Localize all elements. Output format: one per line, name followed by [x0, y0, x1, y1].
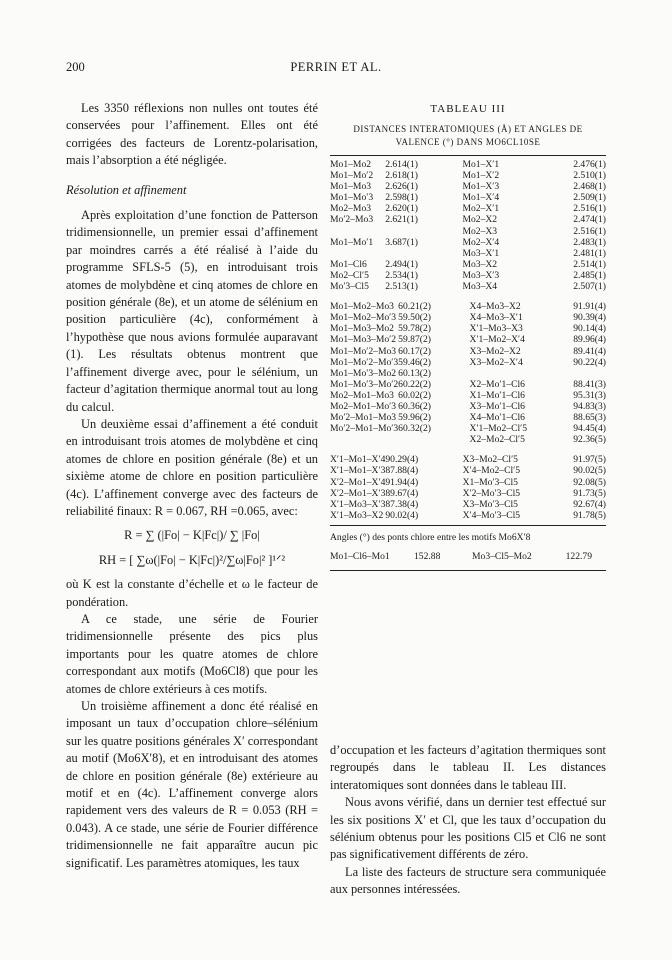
page-number: 200: [66, 60, 85, 74]
table-cell: 60.17(2): [398, 345, 431, 357]
table-row: [330, 423, 606, 434]
table-cell: X′4–Mo′3–Cl5: [462, 509, 521, 521]
table-cell: 91.78(5): [573, 509, 606, 521]
table-cell: 94.45(4): [573, 423, 606, 435]
table-cell: Mo′2–Mo3: [330, 214, 374, 226]
table-cell: 2.476(1): [573, 159, 606, 170]
table-cell: Mo1–Mo2: [330, 159, 372, 170]
table-cell: 2.507(1): [573, 281, 606, 293]
table-cell: 2.621(1): [385, 214, 418, 226]
table-cell: X′2–Mo1–X′4: [330, 476, 386, 488]
table-cell: Mo2–X2: [462, 214, 498, 226]
table-cell: 90.14(4): [573, 323, 606, 335]
table-cell: Mo1–Cl6: [330, 258, 367, 270]
table-caption: DISTANCES INTERATOMIQUES (Å) ET ANGLES DE VALENCE (°) DANS MO6CL10SE: [353, 124, 583, 147]
table-cell: Mo3–X′1: [462, 247, 500, 259]
table-cell: 2.483(1): [573, 236, 606, 248]
table-cell: 60.13(2): [398, 367, 431, 379]
table-cell: 2.614(1): [385, 159, 418, 170]
table-cell: X4–Mo3–X′1: [469, 312, 523, 324]
table-cell: Mo2–Cl′5: [330, 269, 369, 281]
table-cell: Mo1–Mo′2: [330, 170, 374, 182]
table-cell: X′1–Mo1–X′4: [330, 454, 386, 466]
table-row: [330, 159, 606, 170]
table-cell: X′1–Mo2–X′4: [469, 334, 525, 346]
table-cell: X′4–Mo2–Cl′5: [462, 465, 521, 477]
table-row: [330, 312, 606, 323]
table-row: [330, 248, 606, 259]
table-cell: X′1–Mo1–X′3: [330, 465, 386, 477]
table-row: [330, 192, 606, 203]
table-cell: 60.32(2): [398, 423, 431, 435]
table-cell: [330, 248, 385, 259]
table-cell: Mo1–X′1: [462, 159, 500, 170]
angles-block-x: [330, 454, 606, 521]
table-rule-mid: [330, 525, 606, 526]
table-row: [330, 346, 606, 357]
table-cell: Mo1–X′2: [462, 170, 500, 182]
table-cell: 92.67(4): [573, 498, 606, 510]
table-cell: 59.46(2): [398, 356, 431, 368]
table-cell: 92.36(5): [573, 434, 606, 446]
table-cell: Mo3–X2: [462, 258, 498, 270]
table-cell: 60.21(2): [398, 301, 431, 313]
table-cell: 90.02(5): [573, 465, 606, 477]
table-cell: Mo1–X′4: [462, 192, 500, 204]
table-cell: [330, 434, 398, 445]
running-head: PERRIN ET AL.: [290, 60, 382, 74]
table-row: [330, 170, 606, 181]
table-cell: 91.73(5): [573, 487, 606, 499]
table-cell: X′2–Mo′3–Cl5: [462, 487, 521, 499]
table-cell: 89.41(4): [573, 345, 606, 357]
paragraph: Un deuxième essai d’affinement a été conduit en introduisant trois atomes de molybdène et cinq atomes de chlore en position générale (8e) et un sixième atome de chlore en position particulière (4c). L’affinement converge avec des facteurs de reliabilité finaux: R = 0.067, RH =0.065, avec:: [66, 416, 318, 518]
table-cell: 2.620(1): [385, 203, 418, 215]
table-cell: X3–Mo2–X′4: [469, 356, 523, 368]
table-cell: 2.513(1): [385, 281, 418, 293]
table-cell: 2.481(1): [573, 247, 606, 259]
equation-r: R = ∑ (|Fo| − K|Fc|)/ ∑ |Fo|: [124, 528, 260, 543]
table-cell: X′2–Mo1–X′3: [330, 487, 386, 499]
table-row: [330, 368, 606, 379]
table-cell: X1–Mo′1–Cl6: [469, 389, 525, 401]
table-cell: 2.494(1): [385, 258, 418, 270]
table-cell: 2.474(1): [573, 214, 606, 226]
equation-rh: RH = [ ∑ω(|Fo| − K|Fc|)²/∑ω|Fo|² ]¹ᐟ²: [98, 552, 286, 567]
table-cell: 90.29(4): [385, 454, 419, 466]
table-row: [330, 259, 606, 270]
table-cell: Mo1–Mo3: [330, 181, 372, 193]
paragraph: où K est la constante d’échelle et ω le facteur de pondération.: [66, 577, 318, 609]
table-cell: X3–Mo2–Cl′5: [462, 454, 518, 466]
table-iii: [330, 100, 606, 571]
table-row: [330, 510, 606, 521]
table-cell: X4–Mo3–X2: [469, 301, 521, 313]
table-cell: 2.598(1): [385, 192, 418, 204]
table-cell: 91.97(5): [573, 454, 606, 466]
table-cell: Mo1–Mo3–Mo′2: [330, 334, 397, 346]
table-cell: Mo2–Mo1–Mo3: [330, 389, 394, 401]
table-row: [330, 477, 606, 488]
table-cell: 59.78(2): [398, 323, 431, 335]
table-cell: [539, 368, 606, 379]
table-row: [330, 214, 606, 225]
table-cell: X3–Mo′1–Cl6: [469, 400, 525, 412]
table-cell: 87.38(4): [385, 498, 419, 510]
table-row: [330, 334, 606, 345]
table-row: [330, 454, 606, 465]
table-cell: 60.36(2): [398, 400, 431, 412]
table-rule-top: [330, 155, 606, 156]
table-cell: Mo2–Mo3: [330, 203, 372, 215]
table-cell: Mo2–X′1: [462, 203, 500, 215]
table-cell: 89.96(4): [573, 334, 606, 346]
table-cell: [330, 226, 385, 237]
table-cell: 91.94(4): [385, 476, 419, 488]
table-cell: [398, 434, 469, 445]
table-row: [330, 301, 606, 312]
paragraph: Les 3350 réflexions non nulles ont toutes été conservées pour l’affinement. Elles ont été corrigées des facteurs de Lorentz-polarisation, mais l’absorption a été négligée.: [66, 101, 318, 168]
table-cell: 2.468(1): [573, 181, 606, 193]
table-cell: X′1–Mo3–X2: [330, 509, 384, 521]
table-cell: 88.65(3): [573, 412, 606, 424]
table-cell: X1–Mo′3–Cl5: [462, 476, 518, 488]
left-column: [66, 100, 318, 872]
table-row: [330, 434, 606, 445]
table-cell: 2.516(1): [573, 203, 606, 215]
table-row: [330, 390, 606, 401]
table-cell: 95.31(3): [573, 389, 606, 401]
table-cell: 2.509(1): [573, 192, 606, 204]
table-cell: Mo2–Mo1–Mo′3: [330, 400, 397, 412]
table-cell: 59.87(2): [398, 334, 431, 346]
table-cell: X′1–Mo3–X′3: [330, 498, 386, 510]
right-column-text: [330, 742, 606, 899]
table-row: [330, 465, 606, 476]
table-cell: 2.514(1): [573, 258, 606, 270]
table-cell: 2.618(1): [385, 170, 418, 182]
table-cell: 2.485(1): [573, 269, 606, 281]
table-cell: Mo′3–Cl5: [330, 281, 369, 293]
table-cell: Mo1–Mo′2–Mo′3: [330, 356, 399, 368]
table-cell: 2.626(1): [385, 181, 418, 193]
table-cell: 94.83(3): [573, 400, 606, 412]
table-cell: 2.510(1): [573, 170, 606, 182]
paragraph: Un troisième affinement a donc été réalisé en imposant un taux d’occupation chlore–sélénium sur les quatre positions générales X′ correspondant au motif (Mo6X′8), et en introduisant des atomes de chlore en position générale (8e) extérieure au motif et en (4c). L’affinement converge alors rapidement vers des valeurs de R = 0.053 (RH = 0.043). A ce stade, une série de Fourier différence tridimensionnelle ne fait apparaître aucun pic significatif. Les paramètres atomiques, les taux: [66, 699, 318, 870]
table-cell: 90.22(4): [573, 356, 606, 368]
table-cell: Mo1–Mo′3–Mo2: [330, 367, 397, 379]
table-cell: [470, 368, 540, 379]
section-title: Résolution et affinement: [66, 182, 187, 197]
table-title: TABLEAU III: [430, 103, 506, 115]
table-cell: Mo1–X′3: [462, 181, 500, 193]
table-cell: 87.88(4): [385, 465, 419, 477]
distances-block: [330, 159, 606, 292]
table-cell: Mo1–Mo′3: [330, 192, 374, 204]
table-cell: Mo′2–Mo1–Mo′3: [330, 423, 399, 435]
table-cell: X2–Mo′1–Cl6: [469, 378, 525, 390]
table-cell: Mo1–Mo2–Mo′3: [330, 312, 397, 324]
table-row: [330, 237, 606, 248]
table-cell: 88.41(3): [573, 378, 606, 390]
table-cell: X4–Mo′1–Cl6: [469, 412, 525, 424]
table-cell: X′1–Mo3–X3: [469, 323, 523, 335]
table-row: [330, 401, 606, 412]
table-cell: X2–Mo2–Cl′5: [469, 434, 525, 446]
paragraph: d’occupation et les facteurs d’agitation thermiques sont regroupés dans le tableau II. Les distances interatomiques sont données dans le tableau III.: [330, 743, 606, 792]
table-cell: Mo2–X3: [462, 225, 498, 237]
angle-caption: Angles (°) des ponts chlore entre les motifs Mo6X′8: [330, 531, 531, 543]
table-cell: Mo1–Mo′2–Mo3: [330, 345, 397, 357]
paragraph: A ce stade, une série de Fourier tridimensionnelle présente des pics plus importants pour les quatre atomes de chlore correspondant aux motifs (Mo6Cl8) que pour les atomes de chlore extérieurs à ces motifs.: [66, 611, 318, 696]
table-cell: 59.50(2): [398, 312, 431, 324]
table-cell: X′1–Mo2–Cl′5: [469, 423, 528, 435]
table-cell: Mo1–Mo2–Mo3: [330, 301, 394, 313]
table-row: [330, 379, 606, 390]
page-header: [66, 60, 606, 76]
table-cell: Mo3–X′3: [462, 269, 500, 281]
table-row: [330, 499, 606, 510]
table-row: [330, 226, 606, 237]
paragraph: Après exploitation d’une fonction de Patterson tridimensionnelle, un premier essai d’affinement par moindres carrés a été réalisé à l’aide du programme SFLS-5 (5), en introduisant trois atomes de molybdène et cinq atomes de chlore en position générale (8e), et un atome de sélénium en position particulière (4c), conformément à l’hypothèse que nous avions formulée auparavant (1). Les résultats obtenus montrent que l’affinement diverge avec, pour le sélénium, un facteur d’agitation thermique anormal tout au long du calcul.: [66, 208, 318, 414]
table-cell: Mo1–Mo3–Mo2: [330, 323, 394, 335]
table-cell: 2.516(1): [573, 225, 606, 237]
table-cell: 92.08(5): [573, 476, 606, 488]
table-cell: Mo2–X′4: [462, 236, 500, 248]
paragraph: Nous avons vérifié, dans un dernier test effectué sur les six positions X′ et Cl, que les taux d’occupation du sélénium obtenus pour les positions Cl5 et Cl6 ne sont pas significativement différents de zéro.: [330, 795, 606, 862]
table-cell: 60.02(2): [398, 389, 431, 401]
table-cell: X3–Mo′3–Cl5: [462, 498, 518, 510]
table-cell: 2.534(1): [385, 269, 418, 281]
table-row: [330, 323, 606, 334]
table-cell: 90.39(4): [573, 312, 606, 324]
table-row: [330, 203, 606, 214]
table-row: [330, 488, 606, 499]
table-row: [330, 270, 606, 281]
paragraph: La liste des facteurs de structure sera communiquée aux personnes intéressées.: [330, 864, 606, 897]
table-cell: Mo1–Mo′3–Mo′2: [330, 378, 399, 390]
table-cell: [385, 226, 462, 237]
table-cell: 89.67(4): [385, 487, 419, 499]
table-row: [330, 181, 606, 192]
table-rule-bottom: [330, 570, 606, 571]
table-cell: 91.91(4): [573, 301, 606, 313]
table-cell: Mo3–X4: [462, 281, 498, 293]
table-cell: 59.96(2): [398, 412, 431, 424]
table-cell: 3.687(1): [385, 236, 418, 248]
angle-row: Mo1–Cl6–Mo1 152.88 Mo3–Cl5–Mo2 122.79: [330, 550, 592, 562]
table-cell: Mo′2–Mo1–Mo3: [330, 412, 397, 424]
table-cell: Mo1–Mo′1: [330, 236, 374, 248]
table-row: [330, 281, 606, 292]
table-cell: 60.22(2): [398, 378, 431, 390]
table-cell: 90.02(4): [385, 509, 419, 521]
angles-block: [330, 301, 606, 445]
table-row: [330, 357, 606, 368]
table-row: [330, 412, 606, 423]
table-cell: X3–Mo2–X2: [469, 345, 521, 357]
table-cell: [385, 248, 462, 259]
